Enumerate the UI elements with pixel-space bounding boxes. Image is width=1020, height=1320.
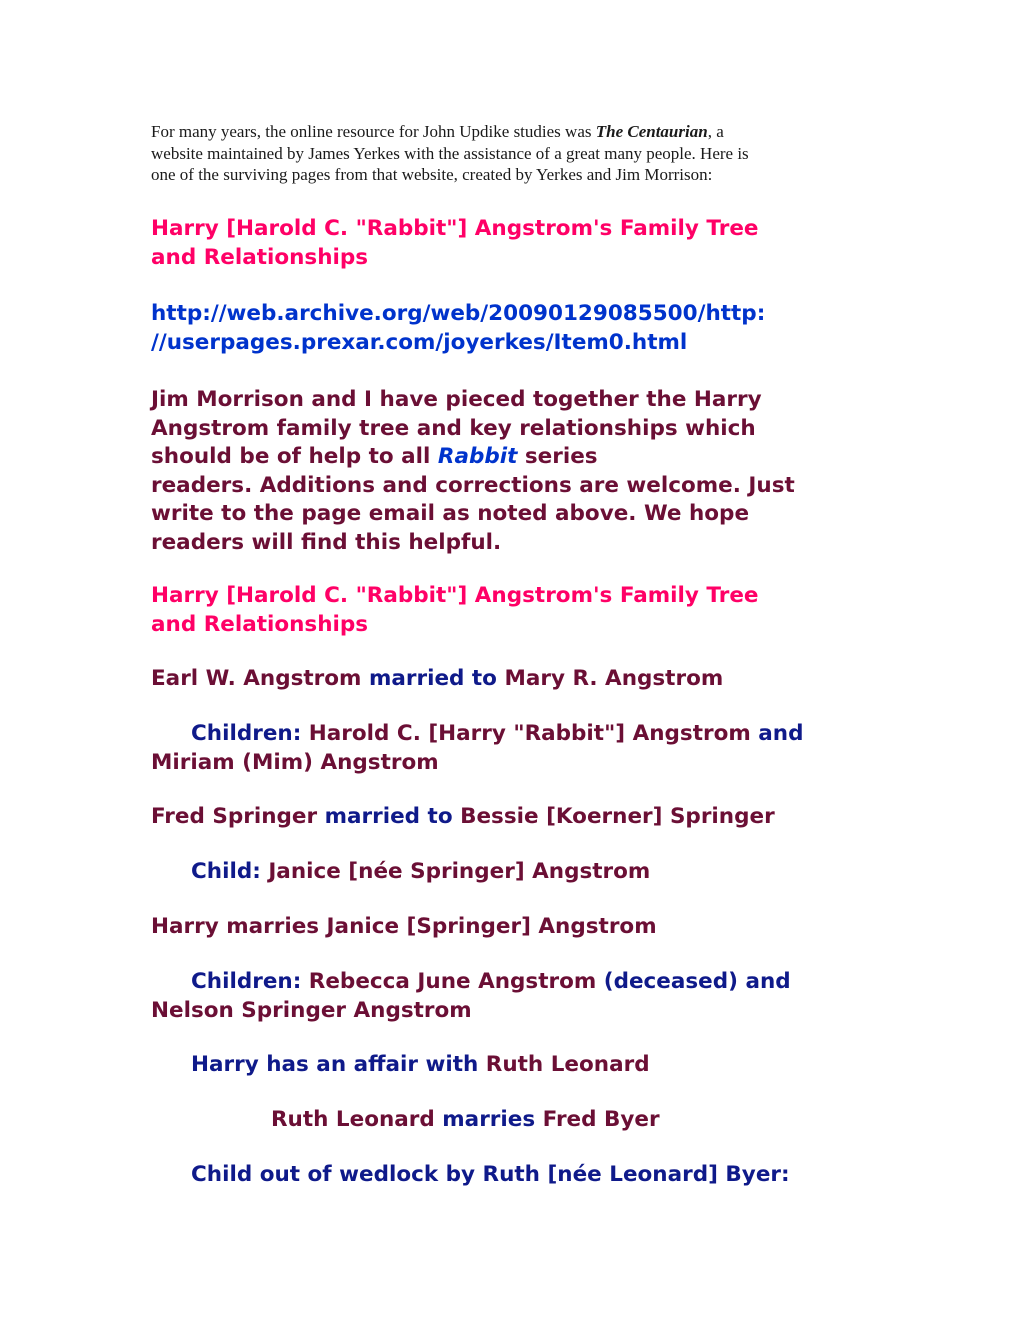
tree-entry: [151, 665, 881, 694]
person-name: Fred Byer: [542, 1107, 660, 1132]
intro-line-3: one of the surviving pages from that website, created by Yerkes and Jim Morrison:: [151, 165, 713, 184]
relation-text: and: [750, 721, 804, 746]
person-name: Fred Springer: [151, 804, 318, 829]
section-title-line: Harry [Harold C. "Rabbit"] Angstrom's Family Tree: [151, 216, 759, 241]
tree-entry: [151, 1051, 921, 1080]
relation-label: Children:: [191, 969, 309, 994]
relation-text: (deceased) and: [596, 969, 791, 994]
intro-line-1: [151, 121, 871, 143]
person-name: Earl W. Angstrom: [151, 666, 362, 691]
intro-text: For many years, the online resource for John Updike studies was: [151, 122, 596, 141]
tree-entry: [151, 858, 921, 887]
tree-entry: Harry marries Janice [Springer] Angstrom: [151, 914, 657, 939]
section-title: [151, 215, 881, 272]
intro-note-line: Jim Morrison and I have pieced together the Harry: [151, 387, 762, 412]
tree-entry-line: [151, 968, 881, 997]
relation-text: married to: [361, 666, 505, 691]
book-title: Rabbit: [437, 444, 518, 469]
person-name: Miriam (Mim) Angstrom: [151, 749, 439, 775]
site-name: The Centaurian: [595, 122, 708, 141]
tree-entry: Child out of wedlock by Ruth [née Leonard] Byer:: [191, 1162, 790, 1187]
person-name: Rebecca June Angstrom: [308, 969, 597, 994]
intro-note: [151, 386, 881, 557]
relation-label: Children:: [191, 721, 309, 746]
intro-text: , a: [707, 122, 724, 141]
intro-line-2: website maintained by James Yerkes with the assistance of a great many people. Here is: [151, 143, 749, 163]
tree-entry: [151, 968, 881, 1025]
tree-entry: [151, 803, 881, 832]
tree-entry: [151, 1106, 1001, 1135]
intro-note-line: write to the page email as noted above. We hope: [151, 501, 750, 526]
section-title-line: and Relationships: [151, 611, 369, 637]
person-name: Mary R. Angstrom: [504, 666, 724, 691]
person-name: Janice [née Springer] Angstrom: [268, 859, 651, 884]
person-name: Nelson Springer Angstrom: [151, 997, 472, 1023]
intro-note-line: readers will find this helpful.: [151, 529, 502, 555]
tree-entry: [151, 720, 881, 777]
relation-text: Harry has an affair with: [191, 1052, 486, 1077]
person-name: Bessie [Koerner] Springer: [460, 804, 775, 829]
intro-note-text: series: [517, 444, 598, 469]
archive-link[interactable]: [151, 300, 881, 357]
intro-note-text: should be of help to all: [151, 444, 438, 469]
section-title-line: and Relationships: [151, 244, 369, 270]
tree-entry-line: [151, 720, 881, 749]
section-title-line: Harry [Harold C. "Rabbit"] Angstrom's Family Tree: [151, 583, 759, 608]
relation-text: married to: [317, 804, 461, 829]
person-name: Ruth Leonard: [485, 1052, 650, 1077]
intro-note-line: readers. Additions and corrections are welcome. Just: [151, 472, 795, 498]
archive-link-line[interactable]: http://web.archive.org/web/20090129085500/http:: [151, 301, 766, 326]
archive-link-line[interactable]: //userpages.prexar.com/joyerkes/Item0.html: [151, 329, 688, 355]
intro-note-line: Angstrom family tree and key relationships which: [151, 415, 756, 441]
relation-text: marries: [434, 1107, 543, 1132]
person-name: Ruth Leonard: [271, 1107, 435, 1132]
relation-label: Child:: [191, 859, 269, 884]
section-title: [151, 582, 881, 639]
intro-paragraph: [151, 121, 871, 186]
person-name: Harold C. [Harry "Rabbit"] Angstrom: [308, 721, 751, 746]
intro-note-line: [151, 443, 881, 472]
